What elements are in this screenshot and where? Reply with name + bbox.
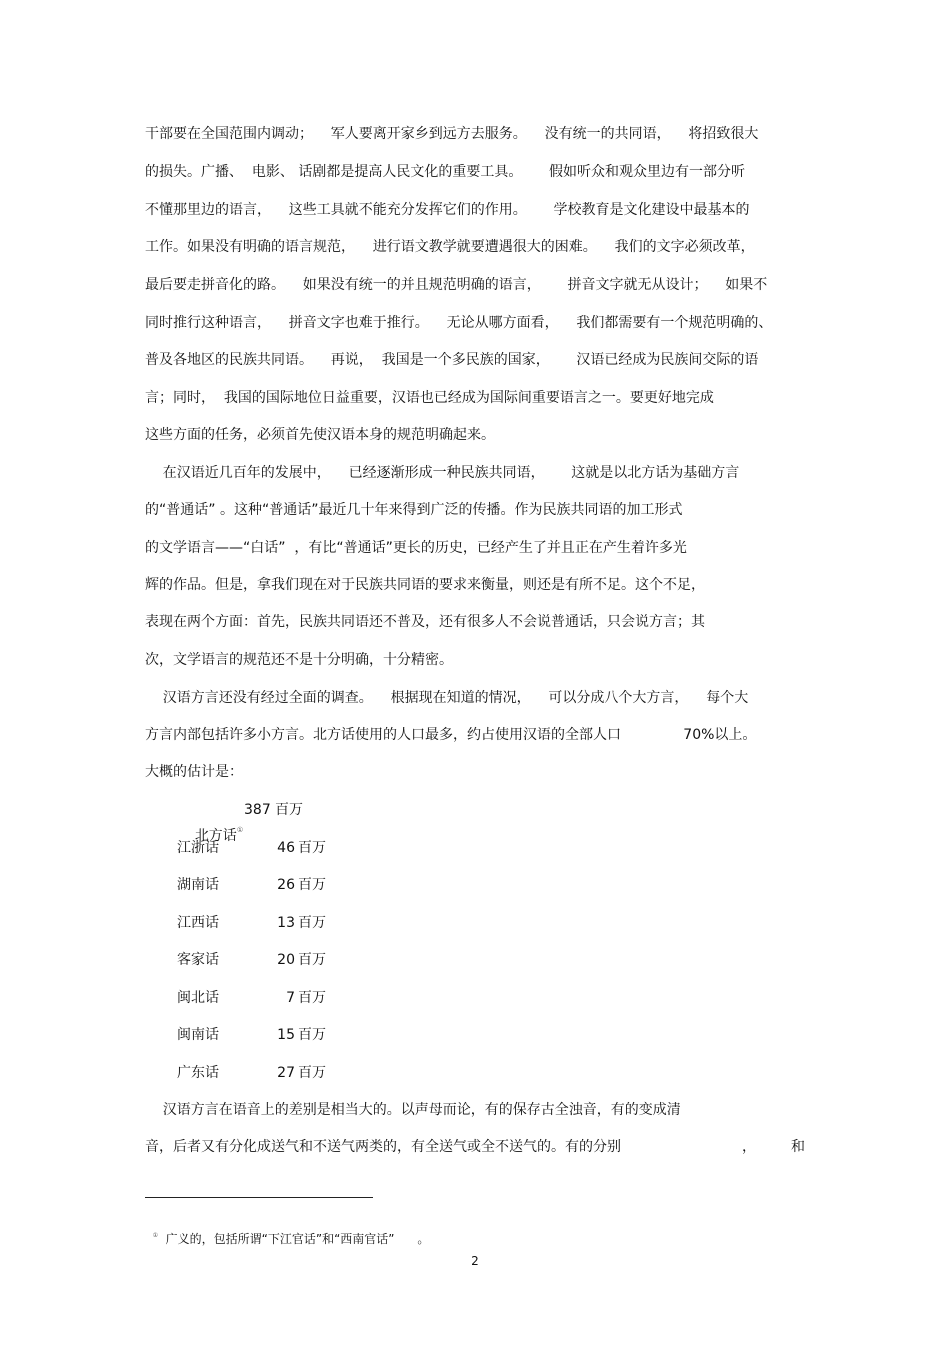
body-line: 大概的估计是： xyxy=(145,764,243,780)
dialect-name: 北方话① xyxy=(194,826,244,844)
body-line: 干部要在全国范围内调动； 军人要离开家乡到远方去服务。 没有统一的共同语， 将招致很大 xyxy=(145,126,759,142)
body-line-fragment: ， xyxy=(742,1139,756,1155)
dialect-value: 46 xyxy=(277,840,295,856)
dialect-value: 15 xyxy=(277,1027,295,1043)
body-line: 在汉语近几百年的发展中， 已经逐渐形成一种民族共同语， 这就是以北方话为基础方言 xyxy=(145,465,740,481)
dialect-name: 湖南话 xyxy=(177,877,219,893)
body-line: 不懂那里边的语言， 这些工具就不能充分发挥它们的作用。 学校教育是文化建设中最基本的 xyxy=(145,202,750,218)
dialect-unit: 百万 xyxy=(298,840,326,856)
footnote-divider xyxy=(145,1197,373,1198)
dialect-value: 20 xyxy=(277,952,295,968)
dialect-value: 387 xyxy=(244,802,271,818)
dialect-name: 客家话 xyxy=(177,952,219,968)
dialect-name: 闽北话 xyxy=(177,990,219,1006)
dialect-name: 广东话 xyxy=(177,1065,219,1081)
dialect-unit: 百万 xyxy=(298,952,326,968)
body-line: 表现在两个方面：首先，民族共同语还不普及，还有很多人不会说普通话，只会说方言；其 xyxy=(145,614,705,630)
dialect-name: 江浙话 xyxy=(177,840,219,856)
footnote-ref: ① xyxy=(236,826,244,834)
body-line: 这些方面的任务，必须首先使汉语本身的规范明确起来。 xyxy=(145,427,495,443)
body-line: 辉的作品。但是，拿我们现在对于民族共同语的要求来衡量，则还是有所不足。这个不足， xyxy=(145,577,705,593)
dialect-value: 27 xyxy=(277,1065,295,1081)
body-line: 次，文学语言的规范还不是十分明确，十分精密。 xyxy=(145,652,453,668)
body-line: 同时推行这种语言， 拼音文字也难于推行。 无论从哪方面看， 我们都需要有一个规范明确的、 xyxy=(145,315,773,331)
dialect-unit: 百万 xyxy=(298,1027,326,1043)
dialect-value: 7 xyxy=(286,990,295,1006)
dialect-unit: 百万 xyxy=(298,877,326,893)
body-line-fragment: 和 xyxy=(791,1139,805,1155)
body-line: 汉语方言在语音上的差别是相当大的。以声母而论，有的保存古全浊音，有的变成清 xyxy=(145,1102,681,1118)
body-line: 的文学语言——“白话” ，有比“普通话”更长的历史，已经产生了并且正在产生着许多光 xyxy=(145,540,687,556)
footnote xyxy=(145,1212,429,1247)
dialect-name: 闽南话 xyxy=(177,1027,219,1043)
footnote-mark: ① xyxy=(152,1232,159,1239)
body-line: 言；同时， 我国的国际地位日益重要，汉语也已经成为国际间重要语言之一。要更好地完成 xyxy=(145,390,714,406)
dialect-name: 江西话 xyxy=(177,915,219,931)
dialect-unit: 百万 xyxy=(298,990,326,1006)
dialect-unit: 百万 xyxy=(298,1065,326,1081)
body-line: 音，后者又有分化成送气和不送气两类的，有全送气或全不送气的。有的分别 xyxy=(145,1139,621,1155)
body-line: 方言内部包括许多小方言。北方话使用的人口最多，约占使用汉语的全部人口 70%以上。 xyxy=(145,727,757,743)
body-line: 汉语方言还没有经过全面的调查。 根据现在知道的情况， 可以分成八个大方言， 每个大 xyxy=(145,690,749,706)
dialect-value: 26 xyxy=(277,877,295,893)
page-number: 2 xyxy=(471,1254,479,1268)
footnote-text: 广义的，包括所谓“下江官话”和“西南官话” 。 xyxy=(158,1232,430,1246)
body-line: 普及各地区的民族共同语。 再说， 我国是一个多民族的国家， 汉语已经成为民族间交际的语 xyxy=(145,352,759,368)
dialect-unit: 百万 xyxy=(298,915,326,931)
body-line: 工作。如果没有明确的语言规范， 进行语文教学就要遭遇很大的困难。 我们的文字必须改革， xyxy=(145,239,755,255)
body-line: 最后要走拼音化的路。 如果没有统一的并且规范明确的语言， 拼音文字就无从设计； 如果不 xyxy=(145,277,768,293)
body-line: 的“普通话” 。这种“普通话”最近几十年来得到广泛的传播。作为民族共同语的加工形式 xyxy=(145,502,683,518)
body-line: 的损失。广播、 电影、 话剧都是提高人民文化的重要工具。 假如听众和观众里边有一部分听 xyxy=(145,164,746,180)
dialect-unit: 百万 xyxy=(275,802,303,818)
dialect-value: 13 xyxy=(277,915,295,931)
